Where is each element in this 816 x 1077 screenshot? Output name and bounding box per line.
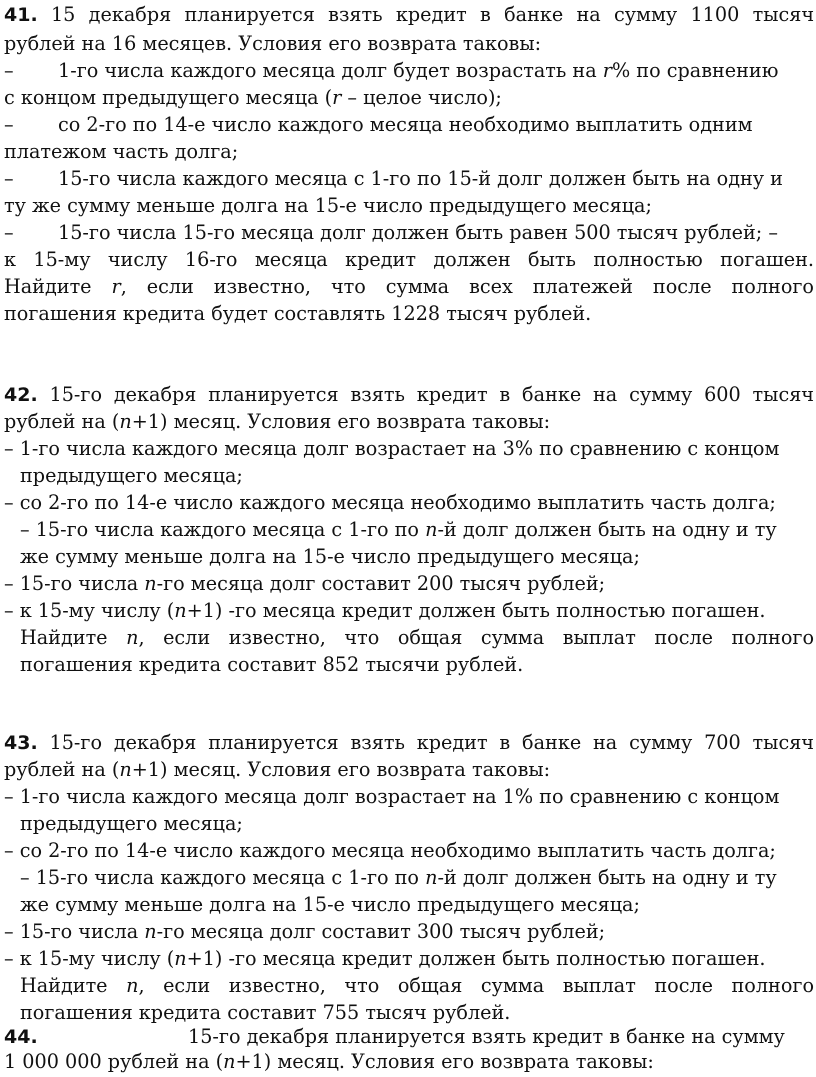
- problem-42-line-5: – со 2-го по 14-е число каждого месяца необходимо выплатить часть долга;: [4, 491, 776, 514]
- problem-41-line-12: погашения кредита будет составлять 1228 тысяч рублей.: [4, 302, 592, 325]
- problem-41-line-10: к 15-му числу 16-го месяца кредит должен быть полностью погашен.: [4, 248, 814, 271]
- problem-42-line-2: рублей на (n+1) месяц. Условия его возврата таковы:: [4, 410, 551, 433]
- problem-44-line-1: 44. 15-го декабря планируется взять кредит в банке на сумму: [4, 1022, 814, 1052]
- problem-41-line-6: платежом часть долга;: [4, 140, 239, 163]
- problem-41-line-5: – со 2-го по 14-е число каждого месяца необходимо выплатить одним: [4, 113, 753, 136]
- problem-41-line-4: с концом предыдущего месяца (r – целое число);: [4, 86, 502, 109]
- problem-41-line-7: – 15-го числа каждого месяца с 1-го по 15-й долг должен быть на одну и: [4, 167, 783, 190]
- problem-43-line-10: Найдите n, если известно, что общая сумма выплат после полного: [20, 974, 814, 997]
- problem-43-line-4: предыдущего месяца;: [20, 812, 243, 835]
- problem-43-line-7: же сумму меньше долга на 15-е число предыдущего месяца;: [20, 893, 640, 916]
- problem-42-line-8: – 15-го числа n-го месяца долг составит 200 тысяч рублей;: [4, 572, 606, 595]
- problem-42-line-4: предыдущего месяца;: [20, 464, 243, 487]
- problem-44-line-2: 1 000 000 рублей на (n+1) месяц. Условия его возврата таковы:: [4, 1050, 654, 1073]
- problem-43-line-3: – 1-го числа каждого месяца долг возрастает на 1% по сравнению с концом: [4, 785, 780, 808]
- problem-41-number: 41.: [4, 4, 38, 26]
- problem-42-line-7: же сумму меньше долга на 15-е число предыдущего месяца;: [20, 545, 640, 568]
- problem-42-line-1: 42. 15-го декабря планируется взять кредит в банке на сумму 600 тысяч: [4, 383, 814, 406]
- problem-43-line-6: – 15-го числа каждого месяца с 1-го по n-й долг должен быть на одну и ту: [20, 866, 777, 889]
- problem-43-line-11: погашения кредита составит 755 тысяч рублей.: [20, 1001, 511, 1024]
- problem-42-line-3: – 1-го числа каждого месяца долг возрастает на 3% по сравнению с концом: [4, 437, 780, 460]
- problem-42-number: 42.: [4, 384, 38, 406]
- problem-43-line-1: 43. 15-го декабря планируется взять кредит в банке на сумму 700 тысяч: [4, 731, 814, 754]
- problem-41-line-3: – 1-го числа каждого месяца долг будет возрастать на r% по сравнению: [4, 59, 779, 82]
- problem-42-line-9: – к 15-му числу (n+1) -го месяца кредит должен быть полностью погашен.: [4, 599, 766, 622]
- problem-41-line-2: рублей на 16 месяцев. Условия его возврата таковы:: [4, 32, 542, 55]
- problem-42-line-6: – 15-го числа каждого месяца с 1-го по n-й долг должен быть на одну и ту: [20, 518, 777, 541]
- problem-43-line-9: – к 15-му числу (n+1) -го месяца кредит должен быть полностью погашен.: [4, 947, 766, 970]
- problem-41-line-8: ту же сумму меньше долга на 15-е число предыдущего месяца;: [4, 194, 652, 217]
- problem-44-number: 44.: [4, 1026, 38, 1048]
- problem-43-line-2: рублей на (n+1) месяц. Условия его возврата таковы:: [4, 758, 551, 781]
- problem-42-line-10: Найдите n, если известно, что общая сумма выплат после полного: [20, 626, 814, 649]
- problem-43-line-5: – со 2-го по 14-е число каждого месяца необходимо выплатить часть долга;: [4, 839, 776, 862]
- problem-42-line-11: погашения кредита составит 852 тысячи рублей.: [20, 653, 524, 676]
- problem-43-line-8: – 15-го числа n-го месяца долг составит 300 тысяч рублей;: [4, 920, 606, 943]
- problem-41-line-1: 41. 15 декабря планируется взять кредит в банке на сумму 1100 тысяч: [4, 3, 814, 26]
- problem-41-line-11: Найдите r, если известно, что сумма всех платежей после полного: [4, 275, 814, 298]
- problem-41-line-9: – 15-го числа 15-го месяца долг должен быть равен 500 тысяч рублей; –: [4, 221, 778, 244]
- problem-43-number: 43.: [4, 732, 38, 754]
